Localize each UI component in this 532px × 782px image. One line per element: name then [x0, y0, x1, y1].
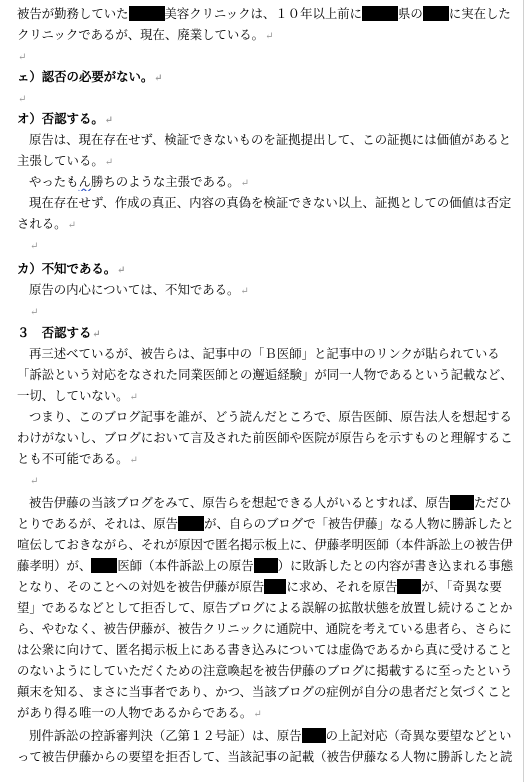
paragraph-mark-icon: ↵	[18, 94, 27, 105]
section-heading-ka: カ）不知である。↵	[17, 261, 126, 276]
text-line: 望」であるなどとして拒否して、原告ブログによる誤解の拡散状態を放置し続けることか	[17, 600, 513, 615]
text-line: となり、そのことへの対処を被告伊藤が原告 に求め、それを原告 が、「奇異な要	[17, 579, 502, 594]
text-line: は公衆に向けて、匿名掲示板上にある書き込みについては虚偽であるから真に受けること	[17, 642, 513, 657]
paragraph-mark-icon: ↵	[30, 241, 39, 252]
redaction-box	[91, 558, 117, 573]
paragraph-mark-icon: ↵	[104, 157, 114, 168]
paragraph-mark-icon: ↵	[129, 392, 138, 403]
paragraph-mark-icon: ↵	[92, 329, 101, 340]
text-line: のないようにしていただくための注意喚起を被告伊藤のブログに掲載するに至ったという	[17, 663, 513, 678]
paragraph-mark-icon: ↵	[154, 73, 163, 84]
text-line: 被告伊藤の当該ブログをみて、原告らを想起できる人がいるとすれば、原告 ただひ	[29, 495, 512, 510]
text-line: 再三述べているが、被告らは、記事中の「Ｂ医師」と記事中のリンクが貼られている	[29, 346, 500, 361]
section-heading-o: オ）否認する。↵	[17, 111, 114, 126]
redaction-box	[178, 516, 204, 531]
text-line: とも不可能である。↵	[17, 451, 138, 466]
text-line: とりであるが、それは、原告 が、自らのブログで「被告伊藤」なる人物に勝訴したと	[17, 516, 514, 531]
paragraph-mark-icon: ↵	[240, 286, 249, 297]
text-line: クリニックであるが、現在、廃業している。↵	[17, 27, 274, 42]
page-edge-divider	[523, 0, 524, 782]
text-line: があり得る唯一の人物であるからである。↵	[17, 705, 262, 720]
section-heading-3: ３ 否認する↵	[17, 325, 101, 340]
paragraph-mark-icon: ↵	[104, 115, 114, 126]
text-line: って被告伊藤からの要望を拒否して、当該記事の記載（被告伊藤なる人物に勝訴したと読	[17, 749, 513, 764]
blank-line	[17, 471, 529, 489]
paragraph-mark-icon: ↵	[117, 265, 126, 276]
text-line: 藤孝明）が、 医師（本件訴訟上の原告 ）に敗訴したとの内容が書き込まれる事態	[17, 558, 514, 573]
text-line: 被告が勤務していた 美容クリニックは、１０年以上前に 県の に実在した	[17, 6, 511, 21]
text-line: される。↵	[17, 216, 76, 231]
paragraph-mark-icon: ↵	[30, 307, 39, 318]
blank-line	[17, 47, 517, 65]
redaction-box	[450, 495, 474, 510]
text-line: わけがないし、ブログにおいて言及された前医師や医院が原告らを示すものと理解するこ	[17, 430, 513, 445]
text-line: 顛末を知る、まさに当事者であり、かつ、当該ブログの症例が自分の患者だと気づくこと	[17, 684, 513, 699]
text-line: 一切、していない。↵	[17, 388, 138, 403]
redaction-box	[129, 6, 165, 21]
blank-line	[17, 236, 529, 254]
redaction-box	[362, 6, 398, 21]
paragraph-mark-icon: ↵	[265, 31, 274, 42]
text-line: 原告の内心については、不知である。↵	[29, 282, 249, 297]
redaction-box	[397, 579, 421, 594]
paragraph-mark-icon: ↵	[240, 178, 250, 189]
redaction-box	[423, 6, 449, 21]
paragraph-mark-icon: ↵	[30, 476, 39, 487]
redaction-box	[254, 558, 278, 573]
redaction-box	[302, 728, 326, 743]
spellcheck-underline: ん	[78, 174, 91, 189]
blank-line	[17, 302, 529, 320]
text-line: やったもん勝ちのような主張である。↵	[29, 174, 250, 189]
blank-line	[17, 89, 517, 107]
text-line: 現在存在せず、作成の真正、内容の真偽を検証できない以上、証拠としての価値は否定	[29, 195, 512, 210]
paragraph-mark-icon: ↵	[67, 220, 76, 231]
text-line: 「訴訟という対応をなされた同業医師との邂逅経験」が同一人物であるという記載など、	[17, 367, 513, 382]
text-line: つまり、このブログ記事を誰が、どう読んだところで、原告医師、原告法人を想起する	[29, 409, 512, 424]
text-line: ら、やむなく、被告伊藤が、被告クリニックに通院中、通院を考えている患者ら、さらに	[17, 621, 512, 636]
paragraph-mark-icon: ↵	[129, 455, 138, 466]
text-line: 原告は、現在存在せず、検証できないものを証拠提出して、この証拠には価値があると	[29, 132, 511, 147]
redaction-box	[264, 579, 286, 594]
text-line: 別件訴訟の控訴審判決（乙第１２号証）は、原告 の上記対応（奇異な要望などとい	[29, 728, 512, 743]
text-line: 喧伝しておきながら、それが原因で匿名掲示板上に、伊藤孝明医師（本件訴訟上の被告伊	[17, 537, 513, 552]
section-heading-e: ェ）認否の必要がない。↵	[17, 69, 163, 84]
text-line: 主張している。↵	[17, 153, 114, 168]
paragraph-mark-icon: ↵	[18, 52, 27, 63]
paragraph-mark-icon: ↵	[253, 709, 262, 720]
